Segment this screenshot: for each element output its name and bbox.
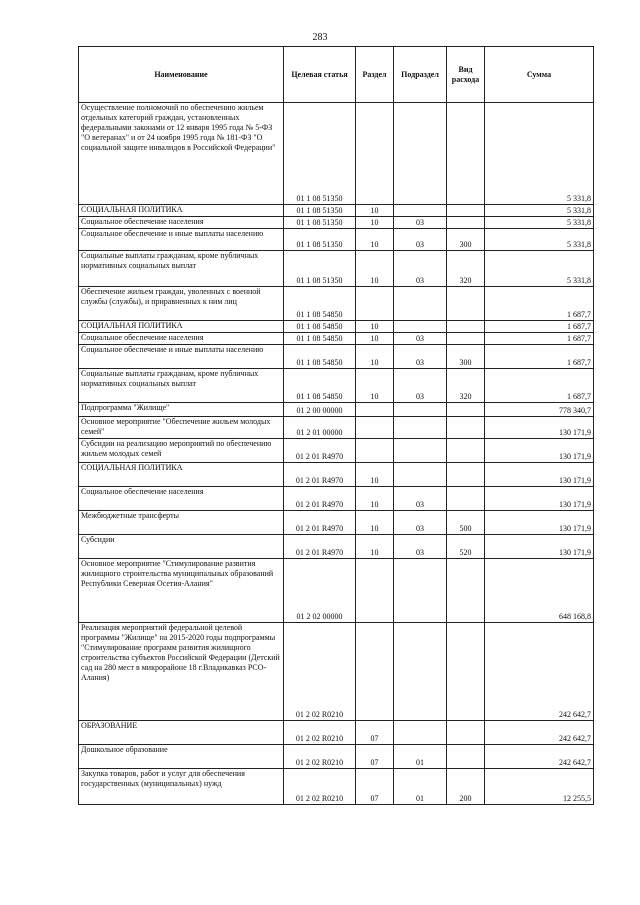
row-section (356, 417, 394, 439)
row-name: Субсидии (79, 535, 284, 559)
row-section (356, 103, 394, 205)
header-name: Наименование (79, 47, 284, 103)
table-row (79, 403, 594, 417)
row-amount: 242 642,7 (485, 623, 594, 721)
row-subsection: 01 (394, 769, 447, 805)
row-subsection: 03 (394, 369, 447, 403)
row-expense-type (447, 103, 485, 205)
row-name: Основное мероприятие "Обеспечение жильем молодых семей" (79, 417, 284, 439)
row-section: 10 (356, 321, 394, 333)
row-amount: 5 331,8 (485, 229, 594, 251)
row-code: 01 2 02 R0210 (284, 623, 356, 721)
table-row (79, 321, 594, 333)
table-row (79, 217, 594, 229)
row-amount: 1 687,7 (485, 287, 594, 321)
row-code: 01 1 08 51350 (284, 251, 356, 287)
row-section: 10 (356, 463, 394, 487)
row-amount: 242 642,7 (485, 721, 594, 745)
row-amount: 130 171,9 (485, 511, 594, 535)
row-name: Дошкольное образование (79, 745, 284, 769)
table-row (79, 535, 594, 559)
row-expense-type: 520 (447, 535, 485, 559)
table-row (79, 511, 594, 535)
row-code: 01 1 08 54850 (284, 287, 356, 321)
row-expense-type (447, 487, 485, 511)
row-name: Основное мероприятие "Стимулирование развития жилищного строительства муниципальных образований Республики Северная Осетия-Алания" (79, 559, 284, 623)
row-subsection: 03 (394, 229, 447, 251)
row-code: 01 2 01 R4970 (284, 463, 356, 487)
row-expense-type (447, 333, 485, 345)
row-amount: 130 171,9 (485, 417, 594, 439)
row-subsection (394, 463, 447, 487)
row-name: Социальное обеспечение и иные выплаты населению (79, 229, 284, 251)
row-expense-type: 320 (447, 251, 485, 287)
row-amount: 130 171,9 (485, 463, 594, 487)
row-code: 01 2 00 00000 (284, 403, 356, 417)
row-name: Осуществление полномочий по обеспечению жильем отдельных категорий граждан, установленных федеральными законами от 12 января 1995 года № 5-ФЗ "О ветеранах" и от 24 ноября 1995 года № 181-ФЗ "О социальной защите инвалидов в Российской Федерации" (79, 103, 284, 205)
row-code: 01 2 02 R0210 (284, 745, 356, 769)
header-code: Целевая статья (284, 47, 356, 103)
row-amount: 1 687,7 (485, 369, 594, 403)
table-row (79, 623, 594, 721)
row-expense-type (447, 559, 485, 623)
header-section: Раздел (356, 47, 394, 103)
row-code: 01 1 08 54850 (284, 345, 356, 369)
row-expense-type (447, 217, 485, 229)
row-amount: 5 331,8 (485, 217, 594, 229)
row-name: Закупка товаров, работ и услуг для обеспечения государственных (муниципальных) нужд (79, 769, 284, 805)
row-name: Подпрограмма "Жилище" (79, 403, 284, 417)
row-name: СОЦИАЛЬНАЯ ПОЛИТИКА (79, 205, 284, 217)
table-row (79, 333, 594, 345)
row-subsection: 03 (394, 487, 447, 511)
table-row (79, 769, 594, 805)
table-row (79, 229, 594, 251)
row-section (356, 439, 394, 463)
row-subsection: 03 (394, 511, 447, 535)
row-amount: 5 331,8 (485, 205, 594, 217)
table-row (79, 559, 594, 623)
row-expense-type: 320 (447, 369, 485, 403)
row-section: 10 (356, 345, 394, 369)
table-row (79, 463, 594, 487)
row-subsection (394, 721, 447, 745)
row-subsection (394, 417, 447, 439)
table-row (79, 721, 594, 745)
row-code: 01 1 08 51350 (284, 205, 356, 217)
row-expense-type: 500 (447, 511, 485, 535)
row-expense-type: 300 (447, 229, 485, 251)
row-name: Реализация мероприятий федеральной целевой программы "Жилище" на 2015-2020 годы подпрограммы "Стимулирование программ развития жилищного строительства субъектов Российской Федерации (Детский сад на 280 мест в микрорайоне 18 г.Владикавказ РСО-Алания) (79, 623, 284, 721)
row-name: Социальные выплаты гражданам, кроме публичных нормативных социальных выплат (79, 251, 284, 287)
header-amount: Сумма (485, 47, 594, 103)
row-amount: 648 168,8 (485, 559, 594, 623)
row-code: 01 2 01 00000 (284, 417, 356, 439)
row-code: 01 1 08 54850 (284, 369, 356, 403)
row-section (356, 287, 394, 321)
row-subsection (394, 103, 447, 205)
row-expense-type (447, 721, 485, 745)
row-name: Социальные выплаты гражданам, кроме публичных нормативных социальных выплат (79, 369, 284, 403)
table-row (79, 205, 594, 217)
row-subsection: 03 (394, 535, 447, 559)
row-expense-type (447, 745, 485, 769)
row-code: 01 2 01 R4970 (284, 511, 356, 535)
row-amount: 5 331,8 (485, 251, 594, 287)
row-subsection (394, 439, 447, 463)
row-section (356, 403, 394, 417)
row-section: 10 (356, 251, 394, 287)
row-amount: 130 171,9 (485, 487, 594, 511)
row-code: 01 1 08 54850 (284, 321, 356, 333)
row-code: 01 2 01 R4970 (284, 439, 356, 463)
row-name: Социальное обеспечение населения (79, 333, 284, 345)
row-code: 01 1 08 51350 (284, 103, 356, 205)
row-subsection: 01 (394, 745, 447, 769)
row-code: 01 2 02 R0210 (284, 769, 356, 805)
row-expense-type (447, 287, 485, 321)
row-code: 01 2 02 00000 (284, 559, 356, 623)
row-expense-type (447, 463, 485, 487)
row-section (356, 559, 394, 623)
row-expense-type (447, 403, 485, 417)
table-row (79, 287, 594, 321)
row-name: Обеспечение жильем граждан, уволенных с военной службы (службы), и приравненных к ним лиц (79, 287, 284, 321)
table-row (79, 251, 594, 287)
row-section: 10 (356, 369, 394, 403)
row-code: 01 1 08 54850 (284, 333, 356, 345)
row-amount: 1 687,7 (485, 321, 594, 333)
row-expense-type (447, 321, 485, 333)
row-code: 01 1 08 51350 (284, 217, 356, 229)
row-subsection (394, 287, 447, 321)
row-name: Социальное обеспечение населения (79, 487, 284, 511)
row-expense-type (447, 417, 485, 439)
row-amount: 12 255,5 (485, 769, 594, 805)
row-subsection: 03 (394, 345, 447, 369)
row-name: ОБРАЗОВАНИЕ (79, 721, 284, 745)
row-name: Социальное обеспечение и иные выплаты населению (79, 345, 284, 369)
row-expense-type: 300 (447, 345, 485, 369)
table-row (79, 487, 594, 511)
row-section: 10 (356, 333, 394, 345)
table-row (79, 345, 594, 369)
row-code: 01 2 01 R4970 (284, 535, 356, 559)
row-amount: 242 642,7 (485, 745, 594, 769)
row-expense-type (447, 439, 485, 463)
row-name: СОЦИАЛЬНАЯ ПОЛИТИКА (79, 321, 284, 333)
row-section: 10 (356, 535, 394, 559)
row-subsection (394, 403, 447, 417)
row-amount: 1 687,7 (485, 345, 594, 369)
table-row (79, 745, 594, 769)
row-section: 10 (356, 205, 394, 217)
budget-table (78, 46, 594, 805)
row-subsection: 03 (394, 217, 447, 229)
row-name: Социальное обеспечение населения (79, 217, 284, 229)
row-subsection (394, 623, 447, 721)
row-section: 07 (356, 769, 394, 805)
row-section (356, 623, 394, 721)
row-amount: 130 171,9 (485, 439, 594, 463)
row-subsection (394, 205, 447, 217)
row-code: 01 2 01 R4970 (284, 487, 356, 511)
row-code: 01 2 02 R0210 (284, 721, 356, 745)
row-name: Субсидии на реализацию мероприятий по обеспечению жильем молодых семей (79, 439, 284, 463)
row-section: 10 (356, 511, 394, 535)
row-expense-type: 200 (447, 769, 485, 805)
row-amount: 130 171,9 (485, 535, 594, 559)
row-section: 10 (356, 229, 394, 251)
row-name: СОЦИАЛЬНАЯ ПОЛИТИКА (79, 463, 284, 487)
row-section: 10 (356, 217, 394, 229)
header-expense-type: Вид расхода (447, 47, 485, 103)
row-amount: 5 331,8 (485, 103, 594, 205)
header-subsection: Подраздел (394, 47, 447, 103)
row-subsection: 03 (394, 333, 447, 345)
row-expense-type (447, 623, 485, 721)
row-subsection (394, 559, 447, 623)
row-subsection (394, 321, 447, 333)
table-row (79, 369, 594, 403)
table-row (79, 439, 594, 463)
table-body (79, 103, 594, 805)
row-section: 07 (356, 745, 394, 769)
table-row (79, 417, 594, 439)
row-code: 01 1 08 51350 (284, 229, 356, 251)
page-number: 283 (312, 32, 328, 43)
row-amount: 778 340,7 (485, 403, 594, 417)
table-row (79, 103, 594, 205)
row-section: 10 (356, 487, 394, 511)
row-amount: 1 687,7 (485, 333, 594, 345)
row-section: 07 (356, 721, 394, 745)
row-name: Межбюджетные трансферты (79, 511, 284, 535)
table-header-row (79, 47, 594, 103)
row-expense-type (447, 205, 485, 217)
row-subsection: 03 (394, 251, 447, 287)
